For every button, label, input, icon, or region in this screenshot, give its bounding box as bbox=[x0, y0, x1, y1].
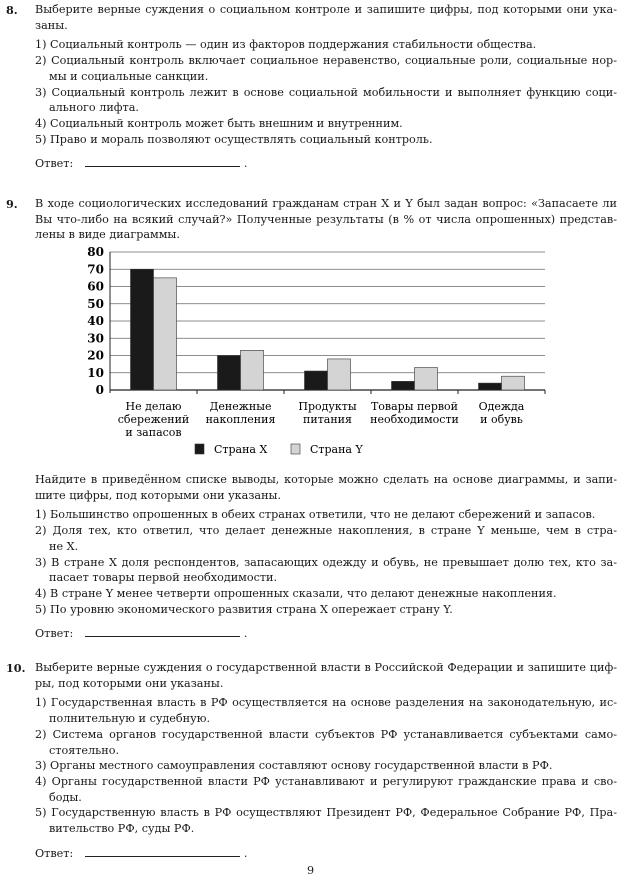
x-category-label: Товары первой bbox=[370, 400, 459, 413]
question-number: 10. bbox=[6, 661, 26, 675]
bar-country-x bbox=[305, 371, 328, 390]
question-prompt: Выберите верные суждения о государственной власти в Российской Федерации и запишите циф- bbox=[35, 661, 617, 674]
option-5: 5) По уровню экономического развития страна X опережает страну Y. bbox=[35, 602, 453, 616]
option-2: мы и социальные санкции. bbox=[49, 69, 209, 83]
y-tick-label: 30 bbox=[87, 331, 104, 346]
bar-country-x bbox=[479, 383, 502, 390]
answer-label: Ответ: bbox=[35, 157, 74, 171]
bar-country-x bbox=[392, 381, 415, 390]
x-category-label: сбережений bbox=[117, 413, 190, 426]
question-prompt: заны. bbox=[35, 18, 68, 32]
answer-row bbox=[35, 156, 247, 170]
x-category-label: Продукты bbox=[298, 400, 357, 413]
y-tick-label: 80 bbox=[87, 245, 104, 259]
option-4: 4) В стране Y менее четверти опрошенных сказали, что делают денежные накопления. bbox=[35, 586, 557, 600]
answer-end: . bbox=[243, 627, 248, 641]
y-tick-label: 10 bbox=[87, 365, 104, 380]
option-3: 3) Органы местного самоуправления составляют основу государственной власти в РФ. bbox=[35, 759, 553, 773]
y-tick-label: 50 bbox=[87, 296, 104, 311]
option-3: 3) Социальный контроль лежит в основе социальной мобильности и выполняет функцию соци- bbox=[35, 85, 617, 99]
x-category-label: Одежда bbox=[478, 400, 525, 413]
question-prompt: Выберите верные суждения о социальном контроле и запишите цифры, под которыми они ука- bbox=[35, 3, 617, 16]
question-prompt: В ходе социологических исследований гражданам стран X и Y был задан вопрос: «Запасаете ли bbox=[35, 197, 617, 210]
x-category-label: питания bbox=[303, 413, 352, 426]
y-tick-label: 20 bbox=[87, 348, 104, 363]
legend-swatch bbox=[195, 444, 204, 454]
question-task: шите цифры, под которыми они указаны. bbox=[35, 488, 282, 502]
answer-label: Ответ: bbox=[35, 627, 74, 641]
answer-input[interactable] bbox=[85, 626, 240, 637]
page-number: 9 bbox=[307, 864, 315, 877]
bar-country-y bbox=[241, 350, 264, 390]
option-5: вительство РФ, суды РФ. bbox=[49, 822, 195, 835]
answer-row bbox=[35, 626, 247, 640]
option-4: 4) Социальный контроль может быть внешним и внутренним. bbox=[35, 116, 403, 130]
option-5: 5) Государственную власть в РФ осуществляют Президент РФ, Федеральное Собрание РФ, Пра- bbox=[35, 806, 617, 820]
answer-input[interactable] bbox=[85, 846, 240, 857]
y-tick-label: 0 bbox=[95, 383, 104, 397]
option-2: 2) Система органов государственной власти субъектов РФ устанавливается субъектами само- bbox=[35, 727, 617, 741]
option-1: полнительную и судебную. bbox=[49, 712, 210, 726]
option-5: 5) Право и мораль позволяют осуществлять социальный контроль. bbox=[35, 132, 433, 146]
option-2: 2) Доля тех, кто ответил, что делает денежные накопления, в стране Y меньше, чем в стра- bbox=[35, 524, 617, 538]
bar-country-y bbox=[154, 278, 177, 390]
option-2: стоятельно. bbox=[49, 743, 120, 757]
bar-country-y bbox=[328, 359, 351, 390]
x-category-label: и обувь bbox=[480, 413, 523, 426]
x-category-label: необходимости bbox=[370, 413, 459, 426]
question-prompt: лены в виде диаграммы. bbox=[35, 228, 180, 242]
y-tick-label: 70 bbox=[87, 262, 104, 277]
bar-country-x bbox=[218, 356, 241, 391]
option-1: 1) Государственная власть в РФ осуществляется на основе разделения на законодательную, ис- bbox=[35, 696, 617, 710]
bar-country-x bbox=[131, 269, 154, 390]
question-prompt: Вы что-либо на всякий случай?» Полученные результаты (в % от числа опрошенных) представ- bbox=[35, 212, 617, 226]
legend-label: Страна X bbox=[214, 443, 268, 456]
option-4: боды. bbox=[49, 790, 82, 804]
x-category-label: накопления bbox=[205, 413, 276, 426]
option-3: пасает товары первой необходимости. bbox=[49, 571, 278, 585]
option-1: 1) Социальный контроль — один из факторов поддержания стабильности общества. bbox=[35, 38, 537, 52]
option-1: 1) Большинство опрошенных в обеих странах ответили, что не делают сбережений и запасов. bbox=[35, 508, 596, 522]
legend-label: Страна Y bbox=[310, 443, 363, 456]
bar-chart bbox=[60, 244, 560, 464]
answer-end: . bbox=[243, 846, 248, 860]
bar-country-y bbox=[502, 376, 525, 390]
x-category-label: Не делаю bbox=[125, 400, 182, 413]
answer-end: . bbox=[243, 157, 248, 171]
x-category-label: Денежные bbox=[209, 400, 272, 413]
option-2: 2) Социальный контроль включает социальное неравенство, социальные роли, социальные нор- bbox=[35, 54, 617, 68]
option-2: не X. bbox=[49, 539, 79, 553]
question-number: 8. bbox=[6, 3, 18, 17]
question-number: 9. bbox=[6, 197, 18, 211]
bar-country-y bbox=[415, 368, 438, 390]
answer-row bbox=[35, 846, 247, 860]
question-task: Найдите в приведённом списке выводы, которые можно сделать на основе диаграммы, и запи- bbox=[35, 473, 617, 486]
y-tick-label: 60 bbox=[87, 279, 104, 294]
legend-swatch bbox=[291, 444, 300, 454]
option-3: ального лифта. bbox=[49, 101, 139, 115]
x-category-label: и запасов bbox=[125, 426, 182, 439]
answer-label: Ответ: bbox=[35, 846, 74, 860]
answer-input[interactable] bbox=[85, 156, 240, 167]
question-prompt: ры, под которыми они указаны. bbox=[35, 676, 224, 690]
option-4: 4) Органы государственной власти РФ устанавливают и регулируют гражданские права и сво- bbox=[35, 774, 617, 788]
y-tick-label: 40 bbox=[87, 314, 104, 328]
option-3: 3) В стране X доля респондентов, запасающих одежду и обувь, не превышает долю тех, кто за- bbox=[35, 555, 617, 569]
